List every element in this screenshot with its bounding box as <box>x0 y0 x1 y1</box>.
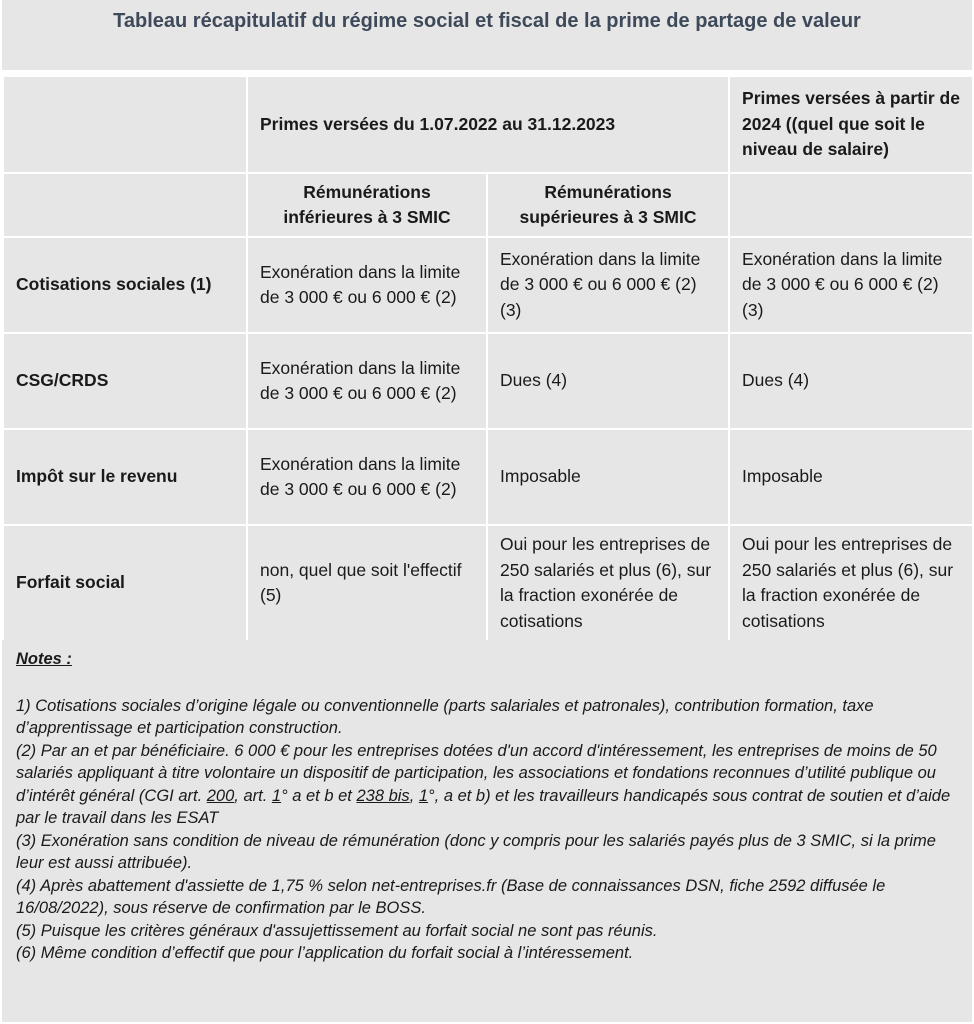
table-cell: non, quel que soit l'effectif (5) <box>247 525 487 641</box>
row-label: CSG/CRDS <box>3 333 247 429</box>
notes-title: Notes : <box>16 650 72 668</box>
row-label: Impôt sur le revenu <box>3 429 247 525</box>
header-empty-cell <box>729 173 973 237</box>
note-2: (2) Par an et par bénéficiaire. 6 000 € pour les entreprises dotées d'un accord d'intéressement, les entreprises de moins de 50 salariés appliquant à titre volontaire un dispositif de participation, les associations et fondations reconnues d’utilité publique ou d’intérêt général (CGI art. 200, art. 1° a et b et 238 bis, 1°, a et b) et les travailleurs handicapés sous contrat de soutien et d’aide par le travail dans les ESAT <box>16 741 951 827</box>
note-3: (3) Exonération sans condition de niveau de rémunération (donc y compris pour les salariés payés plus de 3 SMIC, si la prime leur est aussi attribuée). <box>16 831 936 872</box>
header-above-3-smic: Rémunérations supérieures à 3 SMIC <box>487 173 729 237</box>
table-row <box>3 429 973 525</box>
note-5: (5) Puisque les critères généraux d'assujettissement au forfait social ne sont pas réunis. <box>16 921 658 940</box>
table-cell: Dues (4) <box>729 333 973 429</box>
table-cell: Exonération dans la limite de 3 000 € ou 6 000 € (2) <box>247 237 487 333</box>
table-cell: Imposable <box>487 429 729 525</box>
title-bar <box>2 0 972 70</box>
header-row-periods <box>3 76 973 173</box>
header-period-2024: Primes versées à partir de 2024 ((quel que soit le niveau de salaire) <box>729 76 973 173</box>
table-cell: Exonération dans la limite de 3 000 € ou 6 000 € (2) <box>247 429 487 525</box>
row-label: Forfait social <box>3 525 247 641</box>
header-below-3-smic: Rémunérations inférieures à 3 SMIC <box>247 173 487 237</box>
note-6: (6) Même condition d’effectif que pour l’application du forfait social à l’intéressement. <box>16 944 634 962</box>
table-row <box>3 237 973 333</box>
row-label: Cotisations sociales (1) <box>3 237 247 333</box>
header-empty-cell <box>3 173 247 237</box>
table-row <box>3 333 973 429</box>
note-1: 1) Cotisations sociales d’origine légale ou conventionnelle (parts salariales et patronales), contribution formation, taxe d’apprentissage et participation construction. <box>16 696 874 737</box>
ref-cgi-238-bis: 238 bis <box>356 786 410 805</box>
table-cell: Oui pour les entreprises de 250 salariés et plus (6), sur la fraction exonérée de cotisations <box>729 525 973 641</box>
table-cell: Imposable <box>729 429 973 525</box>
table-cell: Exonération dans la limite de 3 000 € ou 6 000 € (2) (3) <box>729 237 973 333</box>
table-row <box>3 525 973 641</box>
table-cell: Exonération dans la limite de 3 000 € ou 6 000 € (2) <box>247 333 487 429</box>
ref-cgi-1b: 1 <box>418 786 429 805</box>
ref-cgi-200: 200 <box>206 786 235 805</box>
ref-cgi-1a: 1 <box>271 786 282 805</box>
summary-table <box>2 75 974 642</box>
header-row-salary <box>3 173 973 237</box>
header-empty-cell <box>3 76 247 173</box>
table-cell: Dues (4) <box>487 333 729 429</box>
page-title: Tableau récapitulatif du régime social et fiscal de la prime de partage de valeur <box>113 10 861 32</box>
header-period-2022-2023: Primes versées du 1.07.2022 au 31.12.2023 <box>247 76 729 173</box>
table-cell: Oui pour les entreprises de 250 salariés et plus (6), sur la fraction exonérée de cotisations <box>487 525 729 641</box>
table-cell: Exonération dans la limite de 3 000 € ou 6 000 € (2) (3) <box>487 237 729 333</box>
notes-section <box>2 640 972 1022</box>
note-4: (4) Après abattement d'assiette de 1,75 % selon net-entreprises.fr (Base de connaissances DSN, fiche 2592 diffusée le 16/08/2022), sous réserve de confirmation par le BOSS. <box>16 876 886 917</box>
